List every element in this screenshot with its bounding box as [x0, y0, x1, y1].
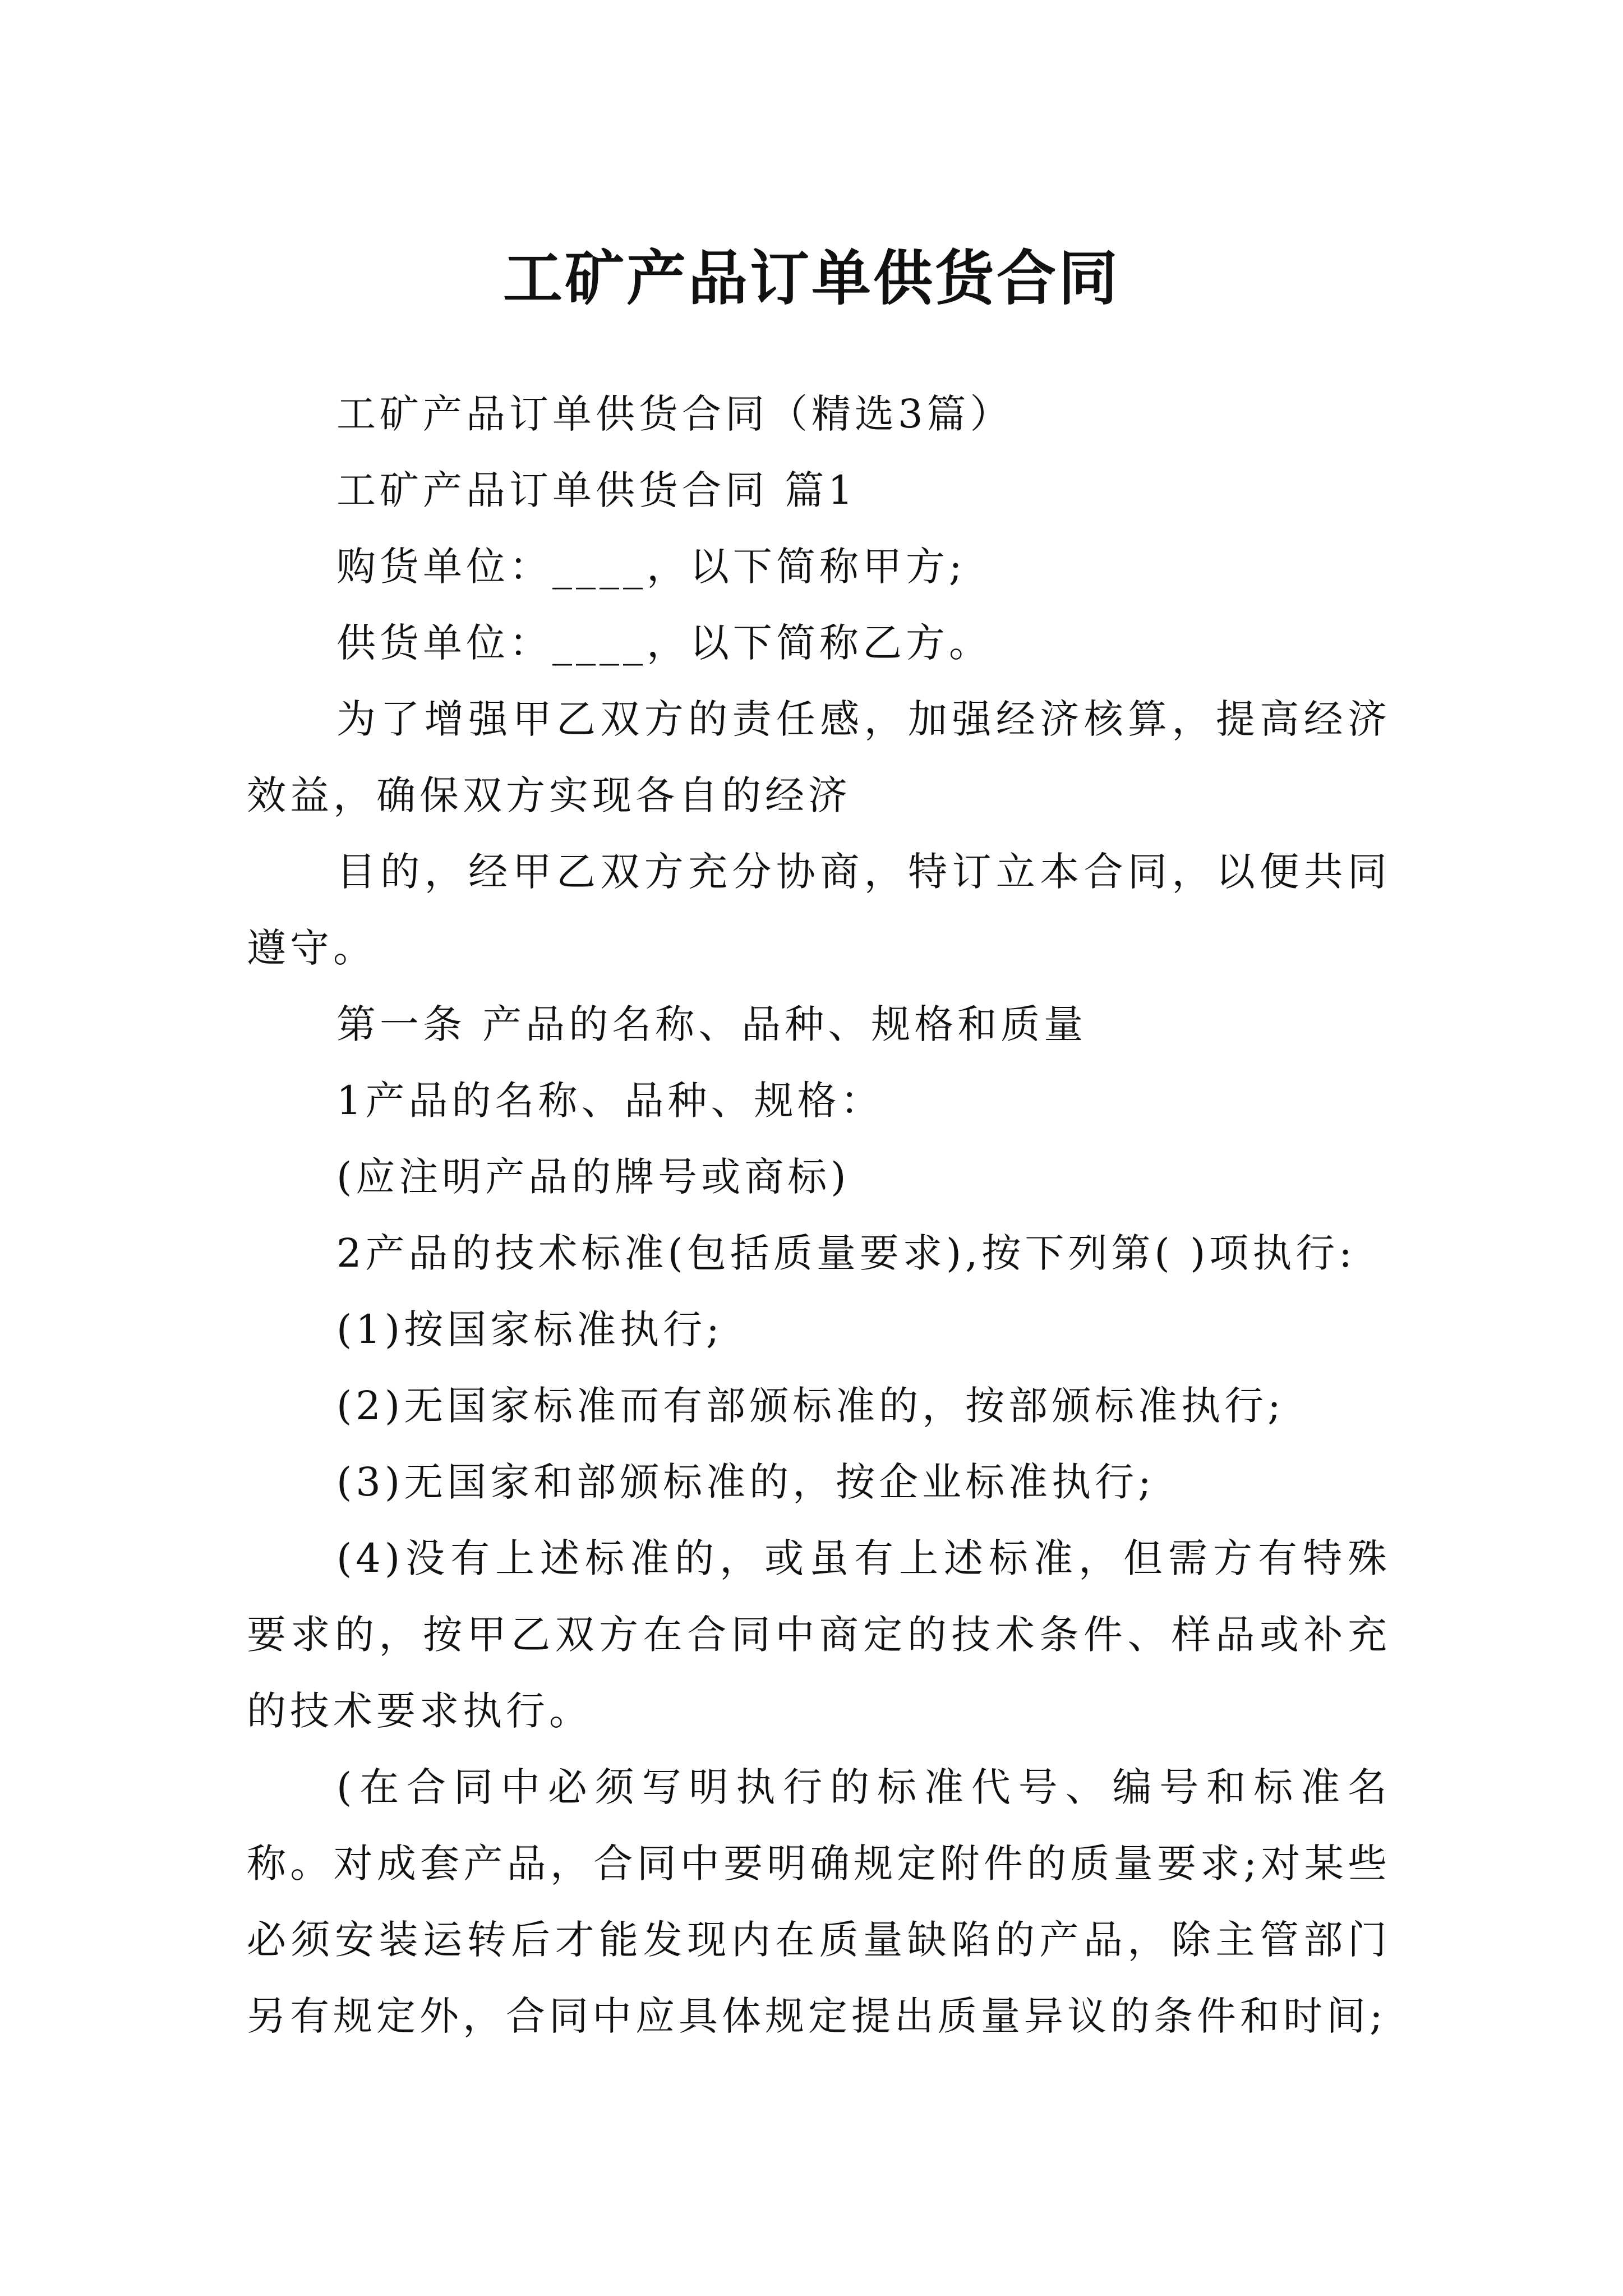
paragraph-item-1: 1产品的名称、品种、规格：	[336, 1078, 884, 1124]
paragraph-article-1: 第一条 产品的名称、品种、规格和质量	[336, 1001, 1087, 1047]
paragraph-option-4: (4)没有上述标准的，或虽有上述标准，但需方有特殊要求的，按甲乙双方在合同中商定的技术条件、样品或补充的技术要求执行。	[247, 1535, 1391, 1734]
paragraph-buyer: 购货单位：____，以下简称甲方;	[336, 544, 966, 590]
paragraph-subtitle: 工矿产品订单供货合同（精选3篇）	[336, 391, 1013, 437]
paragraph-purpose-cont: 目的，经甲乙双方充分协商，特订立本合同，以便共同遵守。	[247, 849, 1391, 971]
paragraph-option-3: (3)无国家和部颁标准的，按企业标准执行;	[336, 1459, 1155, 1505]
paragraph-item-1-note: (应注明产品的牌号或商标)	[336, 1154, 850, 1200]
document-title: 工矿产品订单供货合同	[503, 243, 1120, 314]
paragraph-section-heading: 工矿产品订单供货合同 篇1	[336, 467, 857, 513]
paragraph-supplier: 供货单位：____，以下简称乙方。	[336, 620, 992, 666]
document-body	[247, 376, 1391, 2054]
paragraph-option-1: (1)按国家标准执行;	[336, 1306, 723, 1352]
paragraph-standard-note: (在合同中必须写明执行的标准代号、编号和标准名称。对成套产品，合同中要明确规定附件的质量要求;对某些必须安装运转后才能发现内在质量缺陷的产品，除主管部门另有规定外，合同中应具体规定提出质量异议的条件和时间;	[247, 1764, 1391, 2039]
paragraph-purpose: 为了增强甲乙双方的责任感，加强经济核算，提高经济效益，确保双方实现各自的经济	[247, 696, 1391, 818]
paragraph-option-2: (2)无国家标准而有部颁标准的，按部颁标准执行;	[336, 1383, 1285, 1429]
paragraph-item-2: 2产品的技术标准(包括质量要求),按下列第( )项执行:	[336, 1230, 1356, 1276]
